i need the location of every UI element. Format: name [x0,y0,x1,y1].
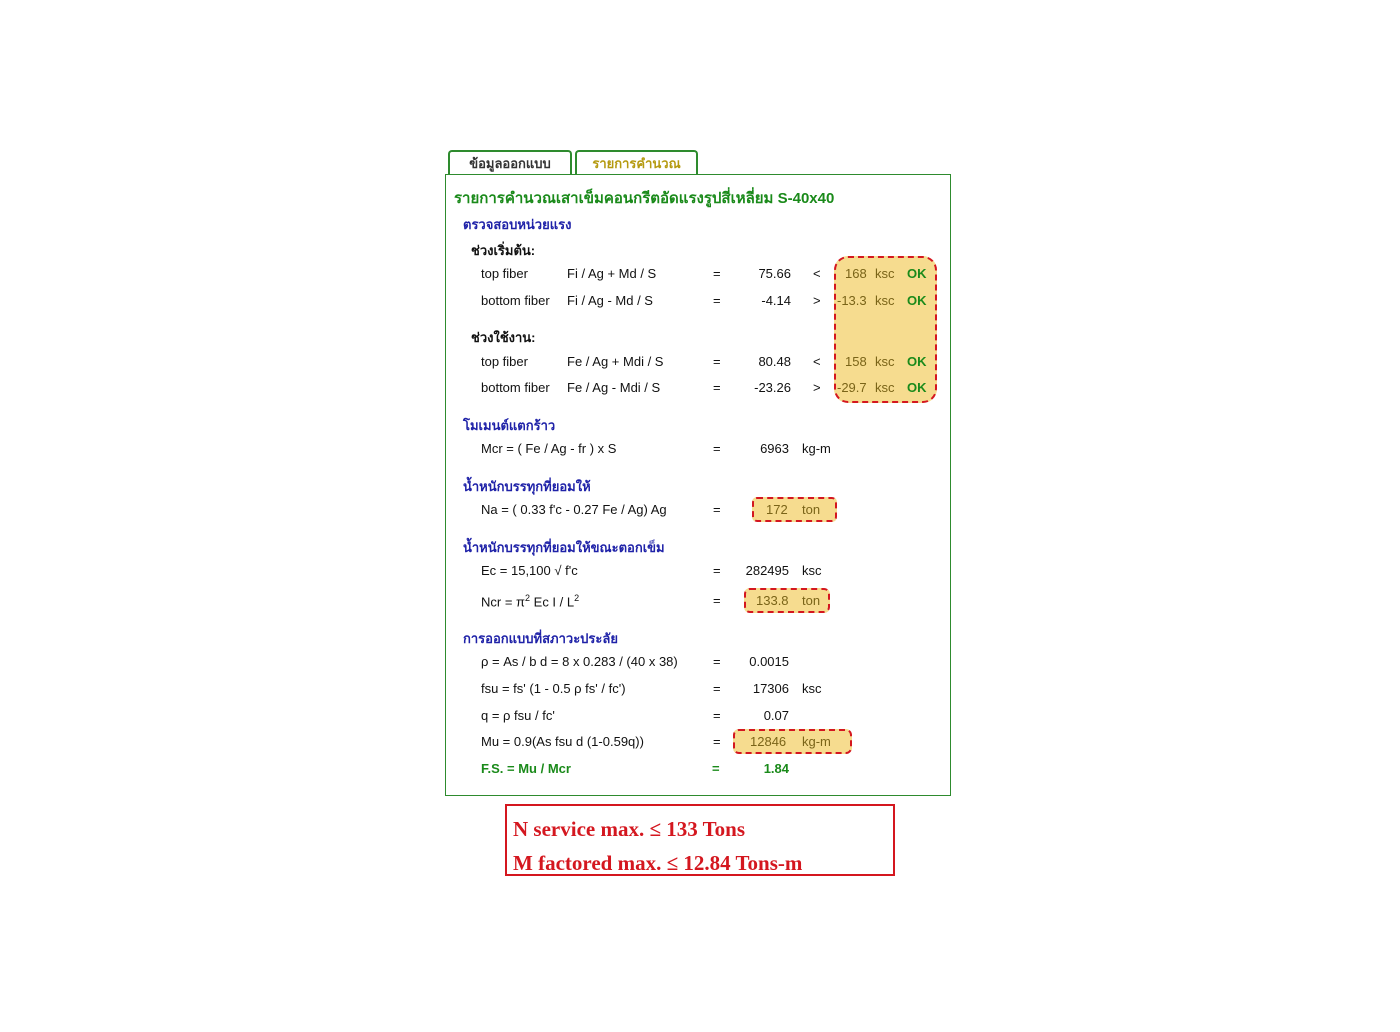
fsu-unit: ksc [802,681,822,696]
note-line-service: N service max. ≤ 133 Tons [513,817,746,841]
limit-unit: ksc [875,293,895,308]
initial-bottom-fiber-value: -4.14 [761,293,791,308]
equals-sign: = [712,761,720,776]
equals-sign: = [713,502,721,517]
equals-sign: = [713,734,721,749]
equals-sign: = [713,266,721,281]
service-bottom-fiber-limit: -29.7 [837,380,867,395]
q-formula: q = ρ fsu / fc' [481,708,555,723]
mu-formula: Mu = 0.9(As fsu d (1-0.59q)) [481,734,644,749]
equals-sign: = [713,654,721,669]
status-ok-badge: OK [907,380,927,395]
ncr-value: 133.8 [756,593,789,608]
mcr-unit: kg-m [802,441,831,456]
na-formula: Na = ( 0.33 f'c - 0.27 Fe / Ag) Ag [481,502,667,517]
na-highlight [752,497,837,522]
compare-operator: > [813,293,821,308]
service-bottom-fiber-label: bottom fiber [481,380,550,395]
compare-operator: > [813,380,821,395]
equals-sign: = [713,681,721,696]
rho-value: 0.0015 [749,654,789,669]
initial-top-fiber-value: 75.66 [758,266,791,281]
fsu-formula: fsu = fs' (1 - 0.5 ρ fs' / fc') [481,681,626,696]
status-ok-badge: OK [907,266,927,281]
ncr-unit: ton [802,593,821,608]
crack-moment-heading: โมเมนต์แตกร้าว [463,418,556,433]
service-stage-heading: ช่วงใช้งาน: [471,330,536,345]
tab-calculation[interactable]: รายการคำนวณ [575,150,698,174]
tab-design-data[interactable]: ข้อมูลออกแบบ [448,150,572,174]
limit-unit: ksc [875,266,895,281]
service-top-fiber-value: 80.48 [758,354,791,369]
service-bottom-fiber-value: -23.26 [754,380,791,395]
page-title: รายการคำนวณเสาเข็มคอนกรีตอัดแรงรูปสี่เหลี่ยม S-40x40 [454,190,835,207]
mcr-formula: Mcr = ( Fe / Ag - fr ) x S [481,441,617,456]
limit-unit: ksc [875,354,895,369]
mu-unit: kg-m [802,734,831,749]
q-value: 0.07 [763,708,789,723]
status-ok-badge: OK [907,293,927,308]
service-top-fiber-limit: 158 [845,354,867,369]
summary-note [505,804,895,876]
equals-sign: = [713,708,721,723]
status-ok-badge: OK [907,354,927,369]
equals-sign: = [713,441,721,456]
ec-value: 282495 [745,563,789,578]
ncr-formula: Ncr = $\pi^2$ Ec I / $L^2$ [481,593,580,610]
initial-stage-heading: ช่วงเริ่มต้น: [471,243,536,258]
allowable-load-heading: น้ำหนักบรรทุกที่ยอมให้ [463,479,591,494]
equals-sign: = [713,293,721,308]
equals-sign: = [713,354,721,369]
initial-bottom-fiber-limit: -13.3 [837,293,867,308]
mu-value: 12846 [750,734,787,749]
equals-sign: = [713,563,721,578]
service-bottom-fiber-formula: Fe / Ag - Mdi / S [567,380,661,395]
note-line-factored: M factored max. ≤ 12.84 Tons-m [513,851,803,875]
ec-formula: Ec = 15,100 √ f'c [481,563,578,578]
ec-unit: ksc [802,563,822,578]
fsu-value: 17306 [752,681,789,696]
fs-formula: F.S. = Mu / Mcr [481,761,571,776]
stress-check-heading: ตรวจสอบหน่วยแรง [463,217,572,232]
mcr-value: 6963 [760,441,789,456]
service-top-fiber-formula: Fe / Ag + Mdi / S [567,354,664,369]
fs-value: 1.84 [763,761,789,776]
equals-sign: = [713,593,721,608]
limit-unit: ksc [875,380,895,395]
ultimate-design-heading: การออกแบบที่สภาวะประลัย [463,631,618,646]
na-unit: ton [802,502,821,517]
compare-operator: < [813,354,821,369]
compare-operator: < [813,266,821,281]
rho-formula: ρ = As / b d = 8 x 0.283 / (40 x 38) [481,654,678,669]
equals-sign: = [713,380,721,395]
initial-bottom-fiber-label: bottom fiber [481,293,550,308]
na-value: 172 [766,502,788,517]
driving-load-heading: น้ำหนักบรรทุกที่ยอมให้ขณะตอกเข็ม [463,540,665,555]
initial-top-fiber-formula: Fi / Ag + Md / S [567,266,657,281]
initial-top-fiber-label: top fiber [481,266,528,281]
initial-bottom-fiber-formula: Fi / Ag - Md / S [567,293,653,308]
initial-top-fiber-limit: 168 [845,266,867,281]
service-top-fiber-label: top fiber [481,354,528,369]
